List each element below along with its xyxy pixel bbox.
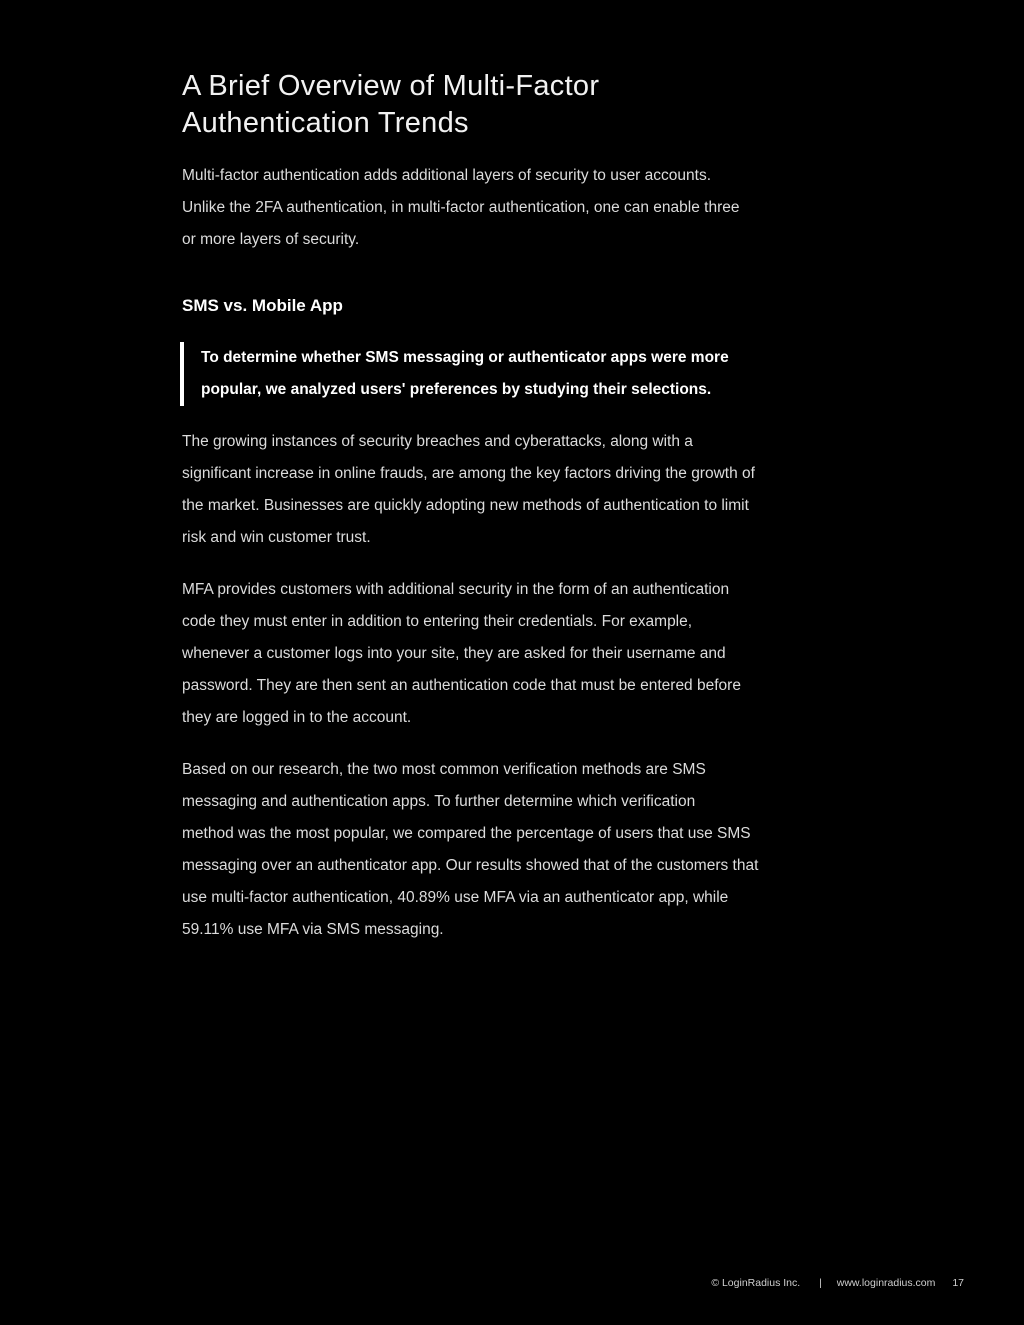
title-line: Authentication Trends	[182, 107, 469, 139]
text-line: Unlike the 2FA authentication, in multi-factor authentication, one can enable three	[182, 199, 740, 216]
page-content	[182, 68, 862, 946]
page-number: 17	[952, 1277, 964, 1289]
text-line: messaging over an authenticator app. Our results showed that of the customers that	[182, 857, 759, 874]
text-line: they are logged in to the account.	[182, 709, 412, 726]
text-line: MFA provides customers with additional security in the form of an authentication	[182, 581, 730, 598]
text-line: password. They are then sent an authentication code that must be entered before	[182, 677, 741, 694]
body-paragraph	[182, 574, 862, 734]
text-line: or more layers of security.	[182, 231, 360, 248]
text-line: risk and win customer trust.	[182, 529, 371, 546]
text-line: significant increase in online frauds, are among the key factors driving the growth of	[182, 465, 755, 482]
footer-separator: |	[819, 1277, 822, 1289]
text-line: popular, we analyzed users' preferences by studying their selections.	[201, 381, 712, 398]
page-footer	[711, 1277, 964, 1289]
text-line: whenever a customer logs into your site, they are asked for their username and	[182, 645, 726, 662]
text-line: use multi-factor authentication, 40.89% use MFA via an authenticator app, while	[182, 889, 729, 906]
text-line: method was the most popular, we compared the percentage of users that use SMS	[182, 825, 751, 842]
text-line: the market. Businesses are quickly adopting new methods of authentication to limit	[182, 497, 749, 514]
body-paragraph	[182, 754, 862, 946]
text-line: The growing instances of security breaches and cyberattacks, along with a	[182, 433, 693, 450]
footer-copyright: © LoginRadius Inc.	[711, 1277, 801, 1289]
text-line: 59.11% use MFA via SMS messaging.	[182, 921, 444, 938]
text-line: To determine whether SMS messaging or authenticator apps were more	[201, 349, 729, 366]
body-paragraph	[182, 426, 862, 554]
footer-website: www.loginradius.com	[836, 1277, 936, 1289]
section-heading: SMS vs. Mobile App	[182, 296, 343, 315]
intro-paragraph	[182, 160, 862, 256]
text-line: Based on our research, the two most common verification methods are SMS	[182, 761, 706, 778]
pull-quote	[180, 342, 862, 406]
page-title	[182, 68, 862, 142]
text-line: Multi-factor authentication adds additional layers of security to user accounts.	[182, 167, 711, 184]
title-line: A Brief Overview of Multi-Factor	[182, 70, 600, 102]
text-line: messaging and authentication apps. To further determine which verification	[182, 793, 696, 810]
text-line: code they must enter in addition to entering their credentials. For example,	[182, 613, 693, 630]
